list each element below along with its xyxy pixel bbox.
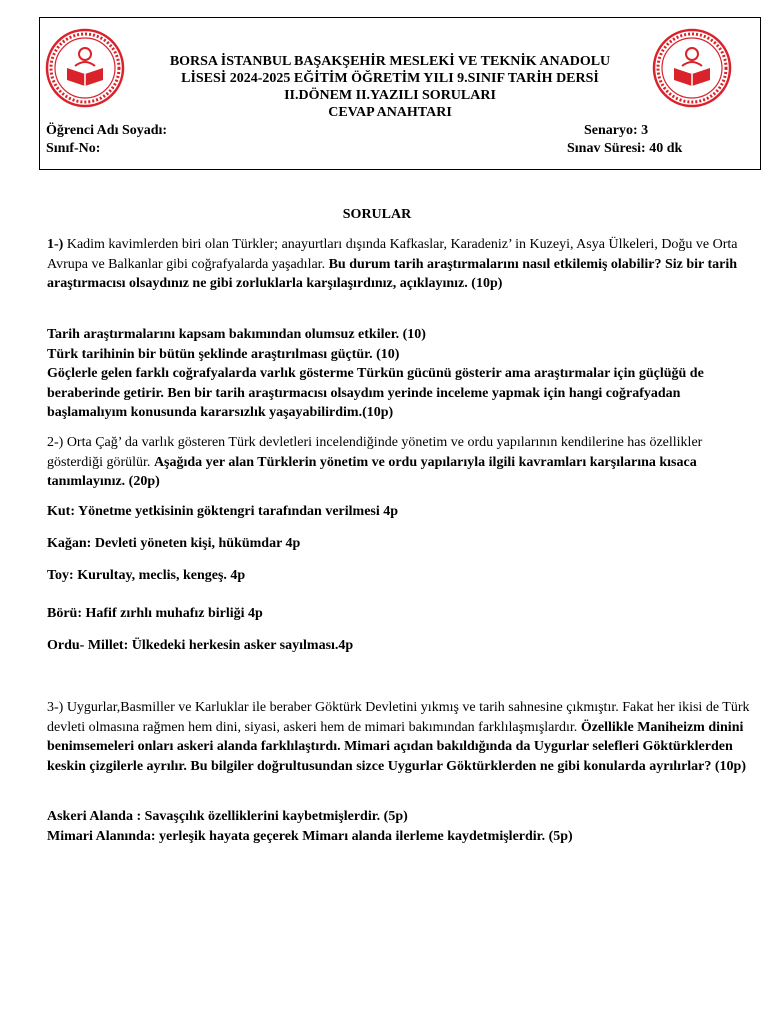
answer-3-military: Askeri Alanda : Savaşçılık özelliklerini kaybetmişlerdir. (5p) (47, 809, 408, 824)
answer-3-architecture: Mimari Alanında: yerleşik hayata geçerek Mimarı alanda ilerleme kaydetmişlerdir. (5p) (47, 828, 573, 844)
class-no-row (46, 140, 746, 157)
student-name-row (46, 122, 746, 139)
answer-key-line: CEVAP ANAHTARI (328, 105, 452, 120)
school-name-line1: BORSA İSTANBUL BAŞAKŞEHİR MESLEKİ VE TEKNİK ANADOLU (169, 54, 611, 69)
duration-label: Sınav Süresi: 40 dk (567, 141, 683, 156)
exam-title (130, 53, 650, 121)
answer-2-toy: Toy: Kurultay, meclis, kengeş. 4p (47, 568, 246, 583)
school-name-line2: LİSESİ 2024-2025 EĞİTİM ÖĞRETİM YILI 9.SINIF TARİH DERSİ (181, 71, 599, 86)
question-3 (47, 698, 757, 776)
answer-1b: Türk tarihinin bir bütün şeklinde araştırılması güçtür. (10) (47, 346, 400, 362)
answer-2-boru: Börü: Hafif zırhlı muhafız birliği 4p (47, 606, 263, 621)
question-1 (47, 235, 757, 294)
question-1-text: Kadim kavimlerden biri olan Türkler; anayurtları dışında Kafkaslar, Karadeniz’ in Kuzeyi, Asya Ülkeleri, Doğu ve Orta Avrupa ve Balkanlar gibi coğrafyalarda yaşadılar. (47, 237, 738, 272)
scenario-label: Senaryo: 3 (584, 123, 649, 138)
meb-logo-left (45, 28, 125, 108)
answer-2-ordu-millet: Ordu- Millet: Ülkedeki herkesin asker sayılması.4p (47, 638, 354, 653)
question-3-text: 3-) Uygurlar,Basmiller ve Karluklar ile beraber Göktürk Devletini yıkmış ve tarih sahnesine çıkmıştır. Fakat her ikisi de Türk devleti olmasına rağmen hem dini, siyasi, askeri hem de mimari bakımından farklılaşmışlardır. (47, 700, 750, 735)
student-name-label: Öğrenci Adı Soyadı: (46, 123, 168, 138)
question-1-prompt: Bu durum tarih araştırmalarını nasıl etkilemiş olabilir? Siz bir tarih araştırmacısı olsaydınız ne gibi zorluklarla karşılaşırdınız, açıklayınız. (10p) (47, 256, 738, 291)
meb-logo-right (652, 28, 732, 108)
section-title: SORULAR (342, 207, 412, 222)
class-no-label: Sınıf-No: (46, 141, 101, 156)
question-1-number: 1-) (47, 237, 64, 252)
answer-2-kagan: Kağan: Devleti yöneten kişi, hükümdar 4p (47, 536, 301, 551)
answer-1c: Göçlerle gelen farklı coğrafyalarda varlık gösterme Türkün gücünü gösterir ama araştırmalar için güçlüğü de beraberinde getirir. Ben bir tarih araştırmacısı olsaydım yerinde inceleme yapmak için hangi coğrafyadan başlamalıyım konusunda kararsızlık yaşayabilirdim.(10p) (47, 366, 704, 420)
exam-name-line: II.DÖNEM II.YAZILI SORULARI (284, 88, 496, 103)
answer-1a: Tarih araştırmalarını kapsam bakımından olumsuz etkiler. (10) (47, 327, 426, 342)
exam-header-box (39, 17, 761, 170)
question-3-prompt: Özellikle Maniheizm dinini benimsemeleri onları askeri alanda farklılaştırdı. Mimari açıdan bakıldığında da Uygurlar selefleri Göktürklerden keskin çizgilerle ayrılır. Bu bilgiler doğrultusundan sizce Uygurlar Göktürklerden ne gibi konularda ayrılırlar? (10p) (47, 719, 747, 774)
question-2 (47, 433, 757, 492)
question-2-prompt: Aşağıda yer alan Türklerin yönetim ve ordu yapılarıyla ilgili kavramları karşılarına kısaca tanımlayınız. (20p) (47, 454, 697, 489)
question-2-text: 2-) Orta Çağ’ da varlık gösteren Türk devletleri incelendiğinde yönetim ve ordu yapılarının kendilerine has özellikler gösterdiği görülür. (47, 435, 703, 470)
answer-2-kut: Kut: Yönetme yetkisinin göktengri tarafından verilmesi 4p (47, 504, 399, 519)
